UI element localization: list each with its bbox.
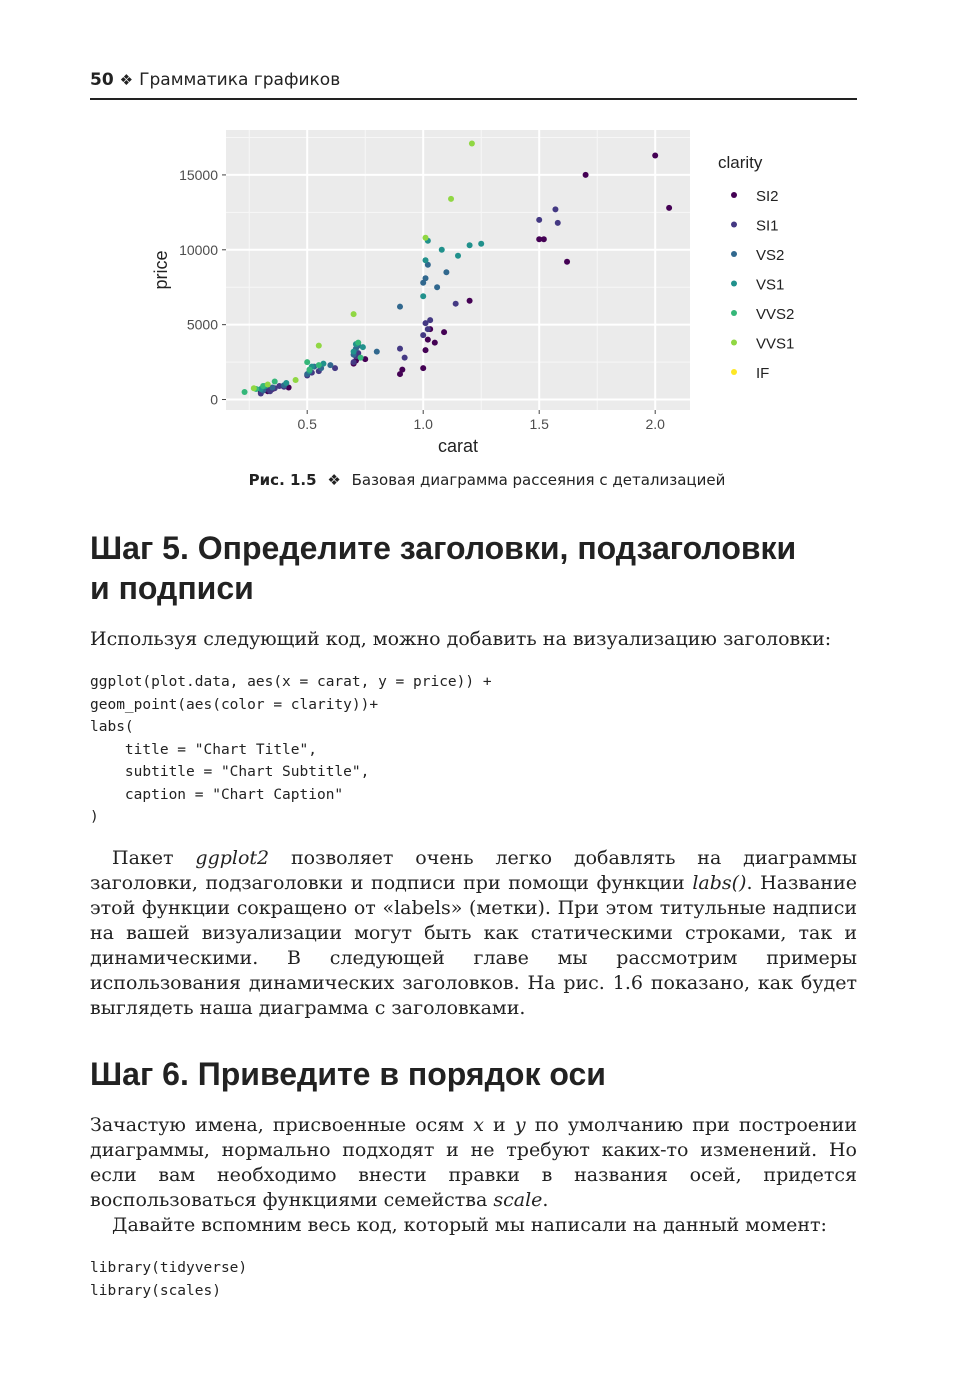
data-point-vs2 (327, 362, 333, 368)
data-point-si1 (555, 220, 561, 226)
legend-key-vs2 (731, 251, 737, 257)
caption-separator-icon: ❖ (327, 471, 341, 489)
package-name: ggplot2 (195, 847, 270, 869)
data-point-vvs1 (351, 311, 357, 317)
axes-paragraph (90, 1113, 857, 1213)
plot-panel (226, 130, 690, 410)
legend-key-vvs1 (731, 340, 737, 346)
data-point-vs1 (283, 380, 289, 386)
legend (731, 188, 794, 382)
data-point-si2 (652, 152, 658, 158)
data-point-vvs1 (423, 235, 429, 241)
legend-label-vs1: VS1 (756, 276, 785, 294)
data-point-vs1 (439, 247, 445, 253)
axis-x-name: x (473, 1114, 484, 1136)
data-point-vvs2 (307, 367, 313, 373)
legend-title: clarity (718, 153, 763, 172)
data-point-vs1 (478, 241, 484, 247)
text-run: . Название этой функции сокращено от «labels» (метки). При этом титульные надписи на вашей визуализации могут быть как статическими строками, так и динамическими. В следующей главе мы рассмотрим примеры использования динамических заголовков. На рис. 1.6 показано, как будет выглядеть наша диаграмма с заголовками. (90, 872, 857, 1019)
data-point-si1 (420, 332, 426, 338)
data-point-si2 (399, 367, 405, 373)
code-block-labs: ggplot(plot.data, aes(x = carat, y = price)) + geom_point(aes(color = clarity))+ labs( title = "Chart Title", subtitle = "Chart Subtitle", caption = "Chart Caption" ) (90, 674, 492, 825)
figure-1-5 (140, 118, 840, 463)
data-point-si2 (666, 205, 672, 211)
data-point-vs2 (397, 304, 403, 310)
function-name: labs() (692, 872, 747, 894)
caption-text: Базовая диаграмма рассеяния с детализацией (351, 471, 726, 489)
data-point-si2 (425, 337, 431, 343)
chapter-title: Грамматика графиков (139, 70, 341, 90)
data-point-vvs1 (316, 343, 322, 349)
data-point-si1 (536, 217, 542, 223)
data-point-vs2 (374, 349, 380, 355)
x-tick-label: 1.0 (413, 416, 433, 432)
legend-label-vvs2: VVS2 (756, 306, 795, 323)
data-point-vs2 (423, 275, 429, 281)
labs-paragraph (90, 846, 857, 1021)
data-point-vvs1 (448, 196, 454, 202)
section-heading-step6: Шаг 6. Приведите в порядок оси (90, 1056, 606, 1092)
data-point-si1 (427, 317, 433, 323)
y-tick-label: 5000 (186, 316, 218, 333)
section-heading-step5 (90, 528, 870, 608)
caption-label: Рис. 1.5 (248, 471, 317, 489)
data-point-vs1 (423, 257, 429, 263)
data-point-vvs2 (304, 359, 310, 365)
x-axis-ticks (297, 410, 665, 432)
legend-label-if: IF (756, 365, 770, 382)
data-point-vs2 (443, 269, 449, 275)
legend-key-vvs2 (731, 310, 737, 316)
text-run: Пакет (112, 847, 196, 869)
data-point-si1 (453, 301, 459, 307)
data-point-si1 (351, 359, 357, 365)
scale-family-name: scale (493, 1189, 543, 1211)
data-point-si2 (423, 347, 429, 353)
data-point-vvs2 (272, 379, 278, 385)
data-point-vs1 (455, 253, 461, 259)
data-point-vvs1 (251, 385, 257, 391)
running-header (90, 70, 857, 100)
data-point-si1 (425, 326, 431, 332)
data-point-si2 (432, 340, 438, 346)
data-point-vvs1 (293, 377, 299, 383)
scatter-chart (140, 118, 840, 463)
data-point-vs2 (434, 284, 440, 290)
text-run: позволяет очень легко добавлять на диаграммы заголовки, подзаголовки и подписи при помощи функции (90, 847, 857, 894)
heading-line-1: Шаг 5. Определите заголовки, подзаголовки (90, 530, 797, 566)
legend-label-si1: SI1 (756, 217, 779, 235)
text-run: по умолчанию при построении диаграммы, нормально подходят и не требуют каких-то изменений. Но если вам необходимо внести правки в названия осей, придется воспользоваться функциями семейства (90, 1114, 857, 1211)
x-tick-label: 1.5 (529, 416, 549, 432)
data-point-vs1 (467, 242, 473, 248)
text-run: и (483, 1114, 515, 1136)
data-point-vs1 (420, 293, 426, 299)
data-point-vs1 (360, 344, 366, 350)
legend-label-vs2: VS2 (756, 247, 785, 264)
data-point-si1 (552, 206, 558, 212)
recap-paragraph: Давайте вспомним весь код, который мы написали на данный момент: (112, 1214, 827, 1236)
data-point-si2 (564, 259, 570, 265)
text-run: Зачастую имена, присвоенные осям (90, 1114, 474, 1136)
legend-key-si1 (731, 222, 737, 228)
legend-label-vvs1: VVS1 (756, 335, 795, 353)
data-point-si2 (541, 236, 547, 242)
code-block-libraries: library(tidyverse) library(scales) (90, 1260, 248, 1299)
intro-paragraph: Используя следующий код, можно добавить на визуализацию заголовки: (90, 628, 832, 650)
heading-line-2: и подписи (90, 570, 254, 606)
x-axis-label: carat (437, 436, 479, 456)
data-point-si2 (420, 365, 426, 371)
axis-y-name: y (514, 1114, 526, 1136)
data-point-vvs1 (265, 382, 271, 388)
y-axis-ticks (179, 167, 226, 408)
legend-key-if (731, 369, 737, 375)
text-run: . (542, 1189, 549, 1211)
data-point-vs1 (351, 349, 357, 355)
data-point-vvs2 (242, 389, 248, 395)
legend-key-vs1 (731, 281, 737, 287)
x-tick-label: 2.0 (645, 416, 665, 432)
data-point-si2 (583, 172, 589, 178)
y-tick-label: 10000 (179, 241, 218, 258)
data-point-si1 (397, 346, 403, 352)
legend-key-si2 (731, 192, 737, 198)
data-point-si2 (441, 329, 447, 335)
data-point-vvs2 (316, 362, 322, 368)
data-point-si2 (467, 298, 473, 304)
data-point-vvs2 (355, 340, 361, 346)
page-number: 50 (90, 70, 114, 90)
x-tick-label: 0.5 (297, 416, 317, 432)
data-point-si1 (402, 355, 408, 361)
figure-caption (0, 471, 974, 489)
header-separator-icon: ❖ (119, 71, 134, 89)
legend-label-si2: SI2 (756, 188, 779, 205)
data-point-vvs2 (358, 355, 364, 361)
y-tick-label: 0 (210, 391, 218, 408)
data-point-vvs1 (469, 140, 475, 146)
y-axis-label: price (151, 250, 171, 290)
y-tick-label: 15000 (179, 166, 218, 183)
